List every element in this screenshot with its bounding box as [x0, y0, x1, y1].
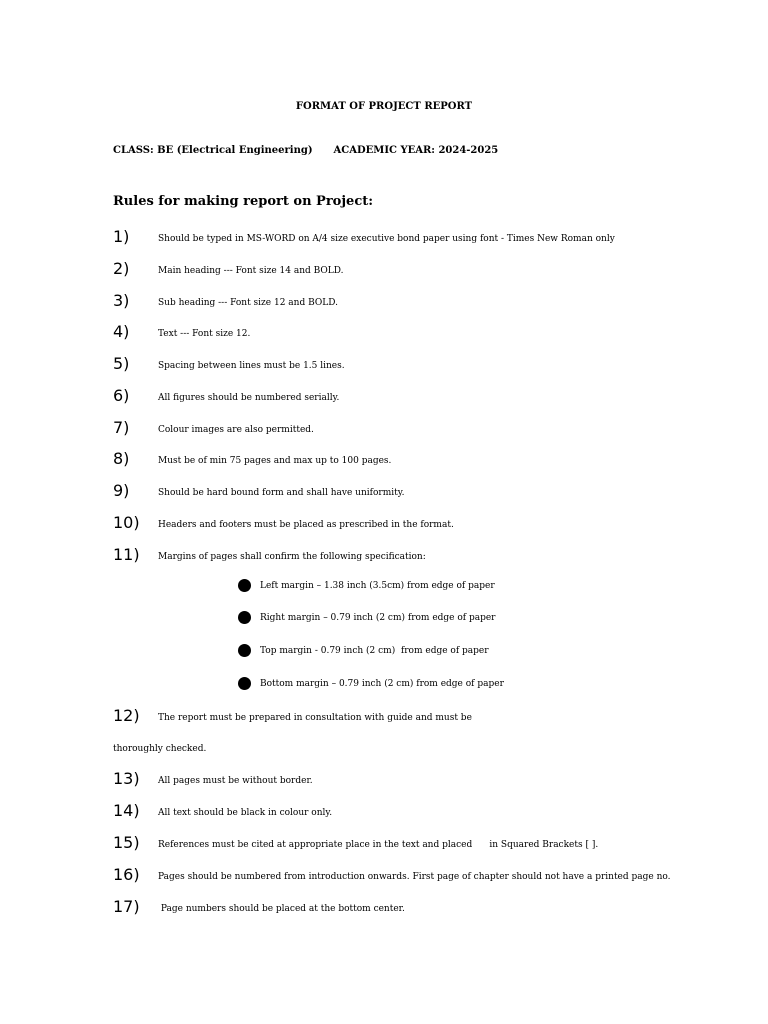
rule-number: 13): [113, 769, 140, 788]
rule-text: Headers and footers must be placed as prescribed in the format.: [158, 520, 454, 530]
rule-text: Should be typed in MS-WORD on A/4 size executive bond paper using font - Times New Roman only: [158, 234, 615, 244]
rule-text: All figures should be numbered serially.: [158, 393, 340, 403]
rule-number: 4): [113, 322, 130, 341]
bullet-dot-icon: [238, 644, 251, 657]
rule-item: [113, 764, 733, 788]
rule-number: 14): [113, 801, 140, 820]
rule-item: [113, 828, 733, 852]
bullet-dot-icon: [238, 677, 251, 690]
margin-text: Bottom margin – 0.79 inch (2 cm) from edge of paper: [260, 679, 504, 689]
rule-text: Main heading --- Font size 14 and BOLD.: [158, 266, 344, 276]
rule-number: 7): [113, 418, 130, 437]
class-year-line: [113, 145, 498, 156]
rule-text: Must be of min 75 pages and max up to 100 pages.: [158, 456, 392, 466]
class-label: CLASS: BE (Electrical Engineering): [113, 145, 313, 156]
rule-number: 3): [113, 291, 130, 310]
bullet-dot-icon: [238, 579, 251, 592]
rule-text: Pages should be numbered from introduction onwards. First page of chapter should not have a printed page no.: [158, 872, 671, 882]
rule-text: Margins of pages shall confirm the following specification:: [158, 552, 426, 562]
rule-item: [113, 349, 733, 373]
rule-item: [113, 286, 733, 310]
rule-number: 5): [113, 354, 130, 373]
margin-bullet: [238, 642, 638, 660]
rule-text: Colour images are also permitted.: [158, 425, 314, 435]
margin-text: Right margin – 0.79 inch (2 cm) from edge of paper: [260, 613, 496, 623]
rule-text: References must be cited at appropriate place in the text and placed in Squared Brackets [ ].: [158, 840, 599, 850]
rule-item: [113, 222, 733, 246]
rule-item: [113, 381, 733, 405]
rule-number: 2): [113, 259, 130, 278]
margin-bullet: [238, 675, 638, 693]
rule-item: [113, 317, 733, 341]
margin-text: Top margin - 0.79 inch (2 cm) from edge of paper: [260, 646, 489, 656]
rule-item: [113, 701, 733, 725]
rule-number: 12): [113, 706, 140, 725]
margin-bullet: [238, 577, 638, 595]
rule-item: [113, 444, 733, 468]
rule-number: 15): [113, 833, 140, 852]
rule-number: 9): [113, 481, 130, 500]
margin-bullet: [238, 609, 638, 627]
rule-text: Should be hard bound form and shall have uniformity.: [158, 488, 405, 498]
rule-text: All pages must be without border.: [158, 776, 313, 786]
rule-number: 17): [113, 897, 140, 916]
rule-item: [113, 892, 733, 916]
document-title: FORMAT OF PROJECT REPORT: [295, 101, 473, 112]
rule-number: 6): [113, 386, 130, 405]
rule-number: 10): [113, 513, 140, 532]
rule-number: 1): [113, 227, 130, 246]
academic-year: ACADEMIC YEAR: 2024-2025: [333, 145, 499, 156]
rule-item: [113, 796, 733, 820]
rule-number: 11): [113, 545, 140, 564]
rule-item: [113, 540, 733, 564]
rule-text: Sub heading --- Font size 12 and BOLD.: [158, 298, 338, 308]
rule-item: [113, 860, 733, 884]
bullet-dot-icon: [238, 611, 251, 624]
rule-text: All text should be black in colour only.: [158, 808, 333, 818]
margin-text: Left margin – 1.38 inch (3.5cm) from edge of paper: [260, 581, 495, 591]
rule-item: [113, 508, 733, 532]
rule-text: Text --- Font size 12.: [158, 329, 251, 339]
rule-item: [113, 413, 733, 437]
rule-continuation: thoroughly checked.: [113, 744, 207, 754]
rule-number: 8): [113, 449, 130, 468]
rule-number: 16): [113, 865, 140, 884]
rules-heading: Rules for making report on Project:: [113, 194, 374, 209]
rule-text: Spacing between lines must be 1.5 lines.: [158, 361, 345, 371]
rule-item: [113, 254, 733, 278]
rule-text: The report must be prepared in consultation with guide and must be: [158, 713, 472, 723]
rule-item: [113, 476, 733, 500]
rule-text: Page numbers should be placed at the bottom center.: [158, 904, 405, 914]
